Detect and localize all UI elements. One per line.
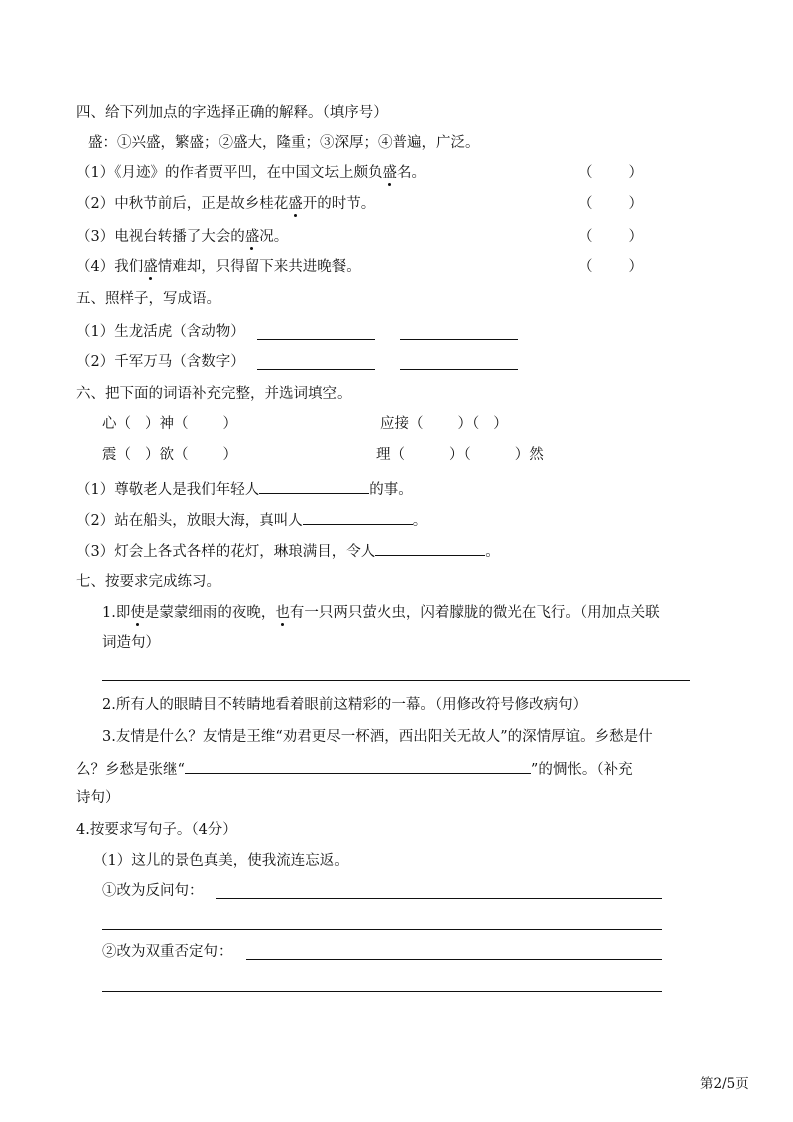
rhetorical-question-label: ①改为反问句： [102,883,204,899]
idiom-blank-1b[interactable] [400,339,518,340]
question-4-3: （3）电视台转播了大会的盛况。 [76,229,289,245]
word-fill-2[interactable]: 应接（ ）（ ） [380,416,508,432]
double-negative-label: ②改为双重否定句： [102,944,233,960]
answer-line-q7-1[interactable] [102,680,690,681]
poem-blank[interactable] [185,759,531,774]
fill-sentence-3: （3）灯会上各式各样的花灯，琳琅满目，令人 。 [76,541,500,561]
answer-paren-4[interactable]: （ ） [578,259,643,275]
section-6-title: 六、把下面的词语补充完整，并选词填空。 [76,386,352,402]
idiom-blank-2b[interactable] [400,369,518,370]
q7-3-line2: 么？乡愁是张继“ ”的惆怅。（补充 [76,759,633,779]
question-4-1: （1）《月迹》的作者贾平凹，在中国文坛上颇负盛名。 [76,165,426,181]
fill-sentence-1: （1）尊敬老人是我们年轻人 的事。 [76,479,413,499]
fill-blank-3[interactable] [375,541,485,556]
idiom-blank-1a[interactable] [257,339,375,340]
word-fill-1[interactable]: 心（ ）神（ ） [102,416,237,432]
q7-1-line1: 1.即使是蒙蒙细雨的夜晚，也有一只两只萤火虫，闪着朦胧的微光在飞行。（用加点关联 [102,605,660,621]
answer-line-rhetorical-2[interactable] [102,929,662,930]
idiom-blank-2a[interactable] [257,369,375,370]
definitions: 盛：①兴盛，繁盛；②盛大，隆重；③深厚；④普遍，广泛。 [88,135,480,151]
q7-3-line3: 诗句） [76,790,120,806]
part-4-sentence: （1）这儿的景色真美，使我流连忘返。 [93,853,349,869]
fill-blank-1[interactable] [259,479,369,494]
word-fill-4[interactable]: 理（ ）（ ）然 [376,447,544,463]
idiom-item-2: （2）千军万马（含数字） [76,354,245,370]
section-5-title: 五、照样子，写成语。 [76,291,221,307]
q7-1-line2: 词造句） [102,635,160,651]
answer-paren-2[interactable]: （ ） [578,196,643,212]
page-number: 第2/5页 [700,1076,749,1092]
answer-line-double-negative[interactable] [246,959,662,960]
idiom-item-1: （1）生龙活虎（含动物） [76,324,245,340]
fill-blank-2[interactable] [303,510,413,525]
q7-2: 2.所有人的眼睛目不转睛地看着眼前这精彩的一幕。（用修改符号修改病句） [102,697,588,713]
answer-paren-3[interactable]: （ ） [578,229,643,245]
answer-line-rhetorical[interactable] [216,898,662,899]
fill-sentence-2: （2）站在船头，放眼大海，真叫人 。 [76,510,427,530]
q7-3-line1: 3.友情是什么？友情是王维“劝君更尽一杯酒，西出阳关无故人”的深情厚谊。乡愁是什 [102,729,653,745]
question-4-2: （2）中秋节前后，正是故乡桂花盛开的时节。 [76,196,376,212]
part-4-title: 4.按要求写句子。（4分） [76,822,237,838]
word-fill-3[interactable]: 震（ ）欲（ ） [102,447,237,463]
section-4-title: 四、给下列加点的字选择正确的解释。（填序号） [76,105,388,121]
answer-paren-1[interactable]: （ ） [578,165,643,181]
answer-line-double-negative-2[interactable] [102,991,662,992]
section-7-title: 七、按要求完成练习。 [76,574,221,590]
question-4-4: （4）我们盛情难却，只得留下来共进晚餐。 [76,259,361,275]
